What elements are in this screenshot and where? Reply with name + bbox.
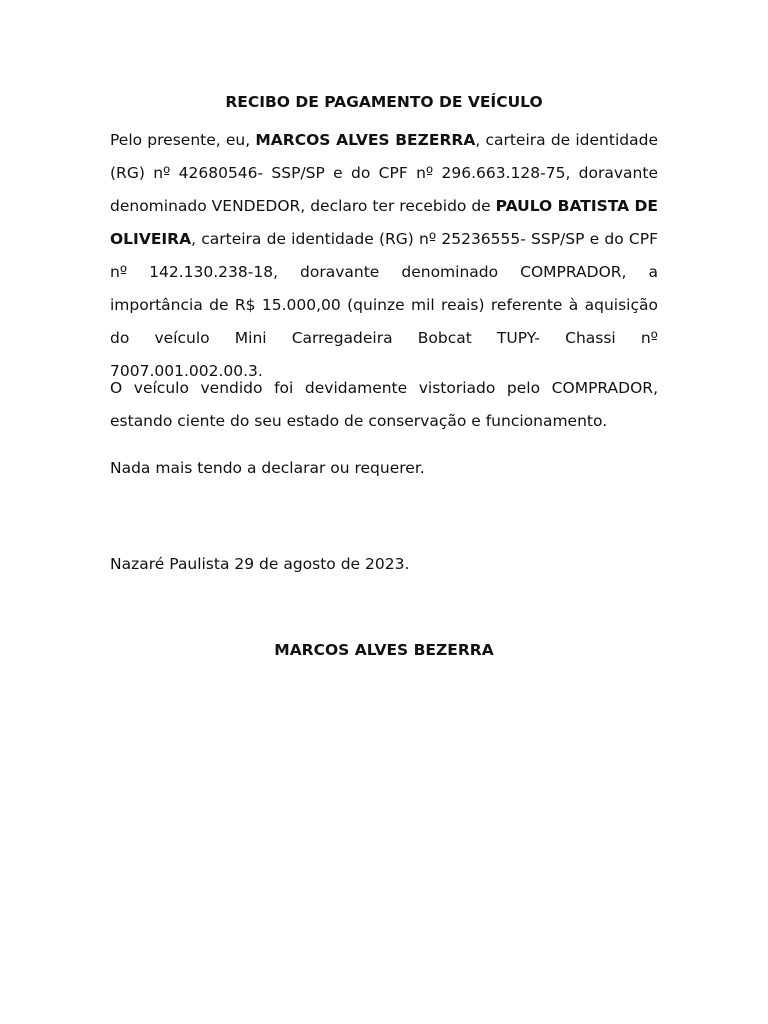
paragraph-closing: Nada mais tendo a declarar ou requerer. xyxy=(110,459,425,477)
paragraph-inspection: O veículo vendido foi devidamente vistoriado pelo COMPRADOR, estando ciente do seu estado de conservação e funcionamento. xyxy=(110,379,658,430)
paragraph-receipt-statement xyxy=(110,124,658,388)
paragraph-text-2: , carteira de identidade (RG) nº 42680546- SSP/SP e do CPF nº 296.663.128-75, doravante denominado VENDEDOR, declaro ter recebido de xyxy=(110,131,658,215)
document-title: RECIBO DE PAGAMENTO DE VEÍCULO xyxy=(225,93,543,111)
paragraph-text-3: , carteira de identidade (RG) nº 25236555- SSP/SP e do CPF nº 142.130.238-18, doravante denominado COMPRADOR, a importância de R$ 15.000,00 (quinze mil reais) referente à aquisição do veículo Mini Carregadeira Bobcat TUPY- Chassi nº 7007.001.002.00.3. xyxy=(110,230,658,380)
buyer-name: PAULO BATISTA DE OLIVEIRA xyxy=(110,197,658,248)
seller-name: MARCOS ALVES BEZERRA xyxy=(255,131,476,149)
signature-name: MARCOS ALVES BEZERRA xyxy=(274,641,494,659)
paragraph-text-1: Pelo presente, eu, xyxy=(110,131,256,149)
date-line: Nazaré Paulista 29 de agosto de 2023. xyxy=(110,555,410,573)
